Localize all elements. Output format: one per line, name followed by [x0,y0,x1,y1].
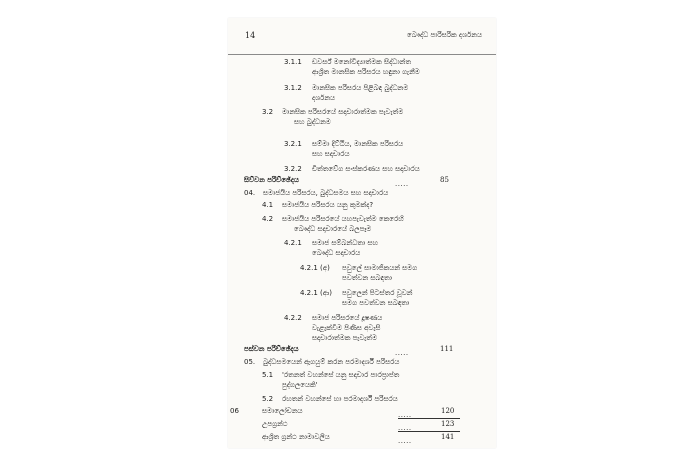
toc-number: 3.1.1 [284,58,302,66]
toc-text: බුද්ධසමයෙන් ඇගයුම් කරන පරමාදර්ශී පරිසරය [263,358,400,366]
toc-text: පවුලෙන් පිටස්තර වූවන් [342,289,413,297]
toc-page-number: 141 [441,433,455,441]
toc-text: 'රතනත් වහන්සේ යනු සදාචාර පාරප්‍රාප්ත [282,371,400,379]
toc-number: 4.1 [262,201,274,209]
book-page [228,18,496,448]
toc-text: පවුලේ සාමාජිකයන් සමග [342,264,418,272]
toc-number: 3.2.1 [284,140,302,148]
page-header [228,18,496,55]
toc-text: සම්මා දිට්ඨිය, මානසික පරිසරය [312,140,404,148]
toc-text: රහතන් වහන්සේ හා පරමාදර්ශී පරිසරය [282,395,398,403]
page-number: 14 [245,31,256,40]
toc-text-line2: සහ බුද්ධනම [294,118,331,126]
toc-number: 4.2.1 (ආ) [300,289,332,297]
toc-number: 3.2 [262,108,274,116]
toc-text-line2: සහ සදාචාරය [312,150,350,158]
toc-text-line2: ආශ්‍රිත මානසික පරිසරය හඳුනා ගැනීම [312,68,420,76]
toc-text: උපග්‍රන්ථ [262,420,288,428]
toc-text-line2: දර්ශනය [312,94,336,102]
toc-number: 3.2.2 [284,165,302,173]
toc-text: මානසික පරිසරය පිළිබඳ බුද්ධනම [312,84,409,92]
toc-number: 5.1 [262,371,274,379]
toc-text-line2: බෞද්ධ සදාචාරයේ බලපෑම [294,225,372,233]
toc-number: 4.2.2 [284,314,302,322]
toc-leader-dots: ..... [398,424,412,432]
toc-text-line2: පුද්ගලයෙකි' [282,381,318,389]
toc-text: සමාජයීය පරිසරයේ යහපැවැත්ම කෙරෙහි [282,215,404,223]
toc-number: 06 [230,407,239,415]
rule [398,418,460,419]
toc-number: 3.1.2 [284,84,302,92]
toc-page-number: 120 [441,407,455,415]
toc-number: 4.2 [262,215,274,223]
toc-leader-dots: ..... [398,437,412,445]
toc-leader-dots: ..... [398,411,412,419]
toc-text-line2: පවත්වන සබඳතා [342,274,392,282]
toc-text: මානසික පරිසරයේ සදාචාරාත්මක පැවැත්ම [282,108,404,116]
toc-leader-dots: ..... [395,349,409,357]
toc-text-line2: සමග පවත්වන සබඳතා [342,299,410,307]
toc-text: සමාජයීය පරිසරය යනු කුමක්ද? [282,201,374,209]
toc-text: සමාජ සම්බන්ධතා සහ [312,239,379,247]
toc-text: සමාජයීය පරිසරය, බුද්ධසමය සහ සදාචාරය [263,189,389,197]
toc-text: ඩවර්ස් මනෝවිද්‍යාත්මක සිද්ධාන්ත [312,58,412,66]
toc-number: 05. [244,358,256,366]
toc-number: 4.2.1 [284,239,302,247]
toc-page-number: 85 [440,176,449,184]
toc-text: සමාලෝචනය [262,407,303,415]
toc-page-number: 111 [440,345,454,353]
toc-text: සමාජ පරිසරයේ දූෂණය [312,314,383,322]
toc-text-line2: බෞද්ධ සදාචාරය [312,249,361,257]
toc-text-line2: වැළැක්වීම පිණිස අවැසි [312,324,381,332]
toc-number: 4.2.1 (අ) [300,264,330,272]
toc-leader-dots: ..... [395,180,409,188]
toc-text: චිත්තවේග සංස්කරණය සහ සදාචාරය [312,165,420,173]
toc-text-line3: සදාචාරාත්මක පැවැත්ම [312,334,378,342]
running-head: බෞද්ධ පාරිසරික දර්ශනය [406,31,482,39]
toc-page-number: 123 [441,420,455,428]
rule [398,431,460,432]
toc-text: සිව්වන පරිච්ඡේදය [244,176,299,184]
toc-text: පස්වන පරිච්ඡේදය [244,345,299,353]
toc-number: 04. [244,189,256,197]
toc-text: ආශ්‍රිත ග්‍රන්ථ නාමාවලිය [262,433,330,441]
toc-number: 5.2 [262,395,274,403]
